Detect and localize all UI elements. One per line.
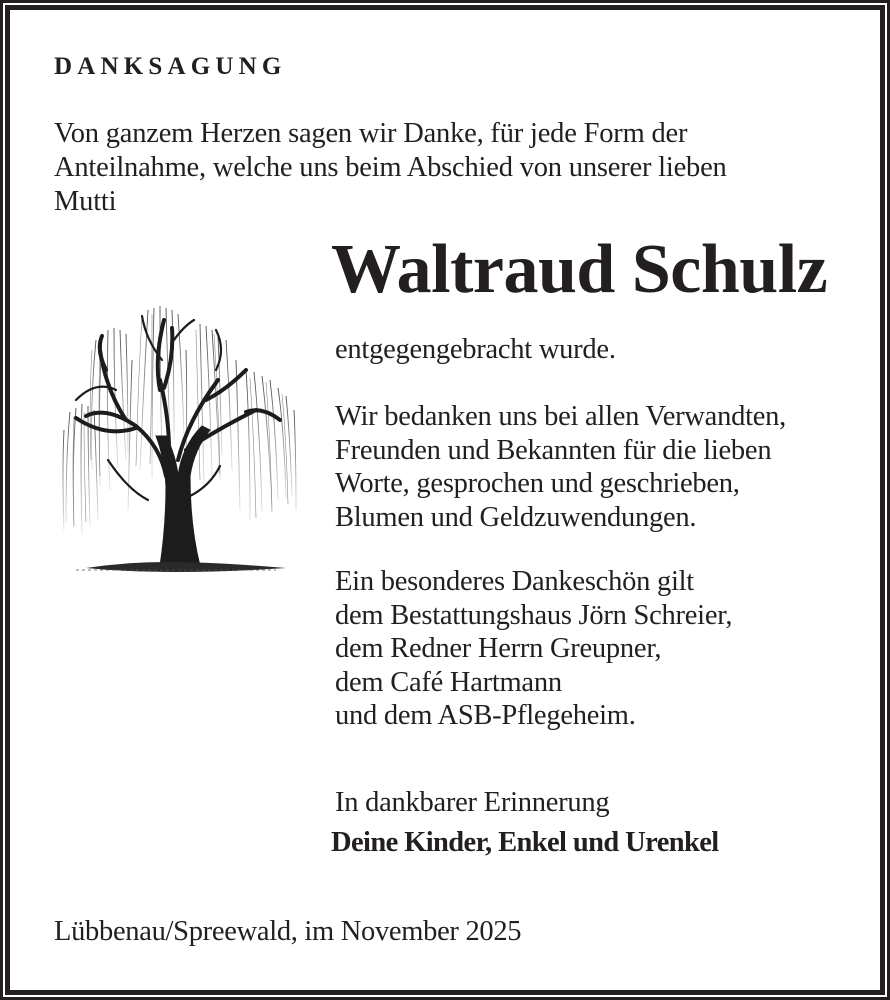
thanks-paragraph <box>335 400 786 534</box>
text-line: entgegengebracht wurde. <box>335 334 616 365</box>
text-line: Blumen und Geldzuwendungen. <box>335 501 697 533</box>
text-line: In dankbarer Erinnerung <box>335 787 610 818</box>
text-line: dem Bestattungshaus Jörn Schreier, <box>335 599 733 631</box>
intro-paragraph <box>54 117 727 219</box>
notice-heading: DANKSAGUNG <box>54 53 287 80</box>
closing-text <box>335 786 609 820</box>
text-line: dem Redner Herrn Greupner, <box>335 633 662 664</box>
text-line: Freunden und Bekannten für die lieben <box>335 434 772 466</box>
text-line: Ein besonderes Dankeschön gilt <box>335 566 694 597</box>
text-line: und dem ASB-Pflegeheim. <box>335 700 636 731</box>
deceased-name: Waltraud Schulz <box>331 231 828 308</box>
text-line: Worte, gesprochen und geschrieben, <box>335 468 740 499</box>
intro-line: Mutti <box>54 186 117 217</box>
intro-line: Anteilnahme, welche uns beim Abschied von unserer lieben <box>54 152 727 183</box>
text-line: Wir bedanken uns bei allen Verwandten, <box>335 401 787 432</box>
place-date: Lübbenau/Spreewald, im November 2025 <box>54 916 522 947</box>
intro-line: Von ganzem Herzen sagen wir Danke, für jede Form der <box>54 118 688 149</box>
after-name-text <box>335 333 616 367</box>
signature: Deine Kinder, Enkel und Urenkel <box>331 827 719 858</box>
text-line: dem Café Hartmann <box>335 666 562 698</box>
special-thanks-paragraph <box>335 565 732 733</box>
weeping-willow-tree-icon <box>56 300 306 578</box>
